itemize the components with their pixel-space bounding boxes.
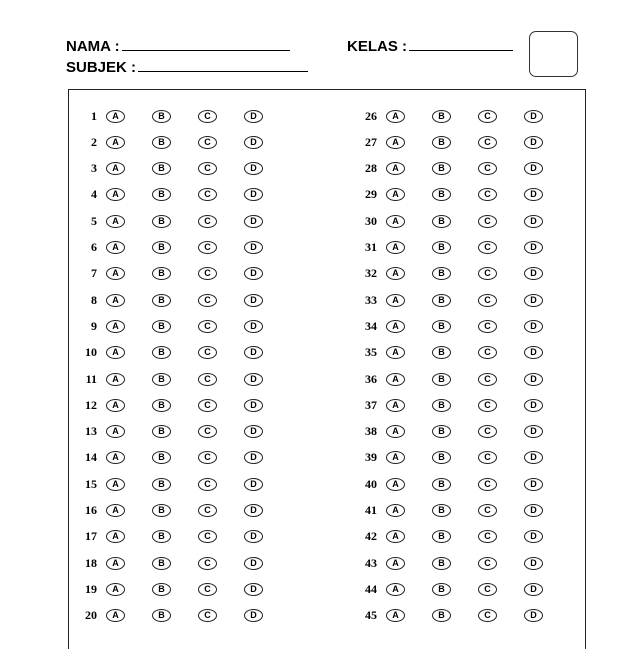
class-blank-line[interactable] <box>409 38 513 51</box>
question-number: 43 <box>365 555 377 570</box>
answer-bubble-b[interactable]: B <box>152 530 171 543</box>
question-number: 20 <box>85 608 97 623</box>
answer-bubble-a[interactable]: A <box>106 530 125 543</box>
answer-bubble-b[interactable]: B <box>152 294 171 307</box>
answer-bubble-d[interactable]: D <box>244 110 263 123</box>
answer-bubble-d[interactable]: D <box>244 320 263 333</box>
answer-bubble-c[interactable]: C <box>198 530 217 543</box>
answer-bubble-a[interactable]: A <box>386 530 405 543</box>
question-number: 8 <box>91 292 97 307</box>
answer-bubble-a[interactable]: A <box>106 136 125 149</box>
question-row <box>353 240 570 256</box>
question-row <box>353 555 570 571</box>
answer-bubble-d[interactable]: D <box>244 583 263 596</box>
subject-blank-line[interactable] <box>138 59 308 72</box>
answer-bubble-a[interactable]: A <box>106 320 125 333</box>
question-row <box>73 134 290 150</box>
answer-bubble-b[interactable]: B <box>432 215 451 228</box>
answer-bubble-d[interactable]: D <box>524 583 543 596</box>
answer-bubble-c[interactable]: C <box>198 557 217 570</box>
question-row <box>353 424 570 440</box>
question-row <box>73 266 290 282</box>
question-number: 33 <box>365 292 377 307</box>
question-row <box>73 161 290 177</box>
answer-bubble-b[interactable]: B <box>152 215 171 228</box>
answer-bubble-a[interactable]: A <box>106 504 125 517</box>
subject-field <box>66 59 308 76</box>
answer-bubble-d[interactable]: D <box>244 451 263 464</box>
question-row <box>73 187 290 203</box>
answer-bubble-c[interactable]: C <box>198 110 217 123</box>
question-row <box>353 503 570 519</box>
answer-bubble-c[interactable]: C <box>478 241 497 254</box>
answer-bubble-b[interactable]: B <box>432 241 451 254</box>
answer-bubble-b[interactable]: B <box>432 478 451 491</box>
answer-bubble-c[interactable]: C <box>478 215 497 228</box>
answer-bubble-a[interactable]: A <box>106 241 125 254</box>
class-field <box>347 38 513 55</box>
answer-bubble-a[interactable]: A <box>106 451 125 464</box>
answer-bubble-c[interactable]: C <box>478 136 497 149</box>
question-row <box>353 450 570 466</box>
answer-bubble-d[interactable]: D <box>524 504 543 517</box>
answer-bubble-d[interactable]: D <box>524 425 543 438</box>
question-row <box>73 345 290 361</box>
answer-bubble-c[interactable]: C <box>198 373 217 386</box>
answer-bubble-b[interactable]: B <box>152 373 171 386</box>
answer-bubble-c[interactable]: C <box>198 188 217 201</box>
name-blank-line[interactable] <box>122 38 290 51</box>
answer-bubble-d[interactable]: D <box>524 110 543 123</box>
answer-bubble-b[interactable]: B <box>152 346 171 359</box>
question-number: 35 <box>365 345 377 360</box>
answer-bubble-d[interactable]: D <box>524 188 543 201</box>
answer-bubble-c[interactable]: C <box>478 583 497 596</box>
answer-bubble-d[interactable]: D <box>524 215 543 228</box>
question-row <box>73 424 290 440</box>
answer-bubble-c[interactable]: C <box>198 425 217 438</box>
answer-bubble-a[interactable]: A <box>386 188 405 201</box>
answer-bubble-b[interactable]: B <box>152 188 171 201</box>
answer-bubble-c[interactable]: C <box>478 557 497 570</box>
answer-bubble-d[interactable]: D <box>244 530 263 543</box>
answer-bubble-b[interactable]: B <box>152 609 171 622</box>
answer-bubble-c[interactable]: C <box>478 425 497 438</box>
answer-bubble-c[interactable]: C <box>478 162 497 175</box>
question-number: 30 <box>365 213 377 228</box>
answer-bubble-d[interactable]: D <box>524 162 543 175</box>
question-row <box>73 292 290 308</box>
answer-bubble-d[interactable]: D <box>524 373 543 386</box>
answer-bubble-a[interactable]: A <box>106 110 125 123</box>
answer-bubble-a[interactable]: A <box>386 504 405 517</box>
answer-bubble-c[interactable]: C <box>478 267 497 280</box>
question-number: 10 <box>85 345 97 360</box>
subject-label: SUBJEK : <box>66 59 137 76</box>
question-number: 32 <box>365 266 377 281</box>
answer-bubble-a[interactable]: A <box>106 478 125 491</box>
question-number: 39 <box>365 450 377 465</box>
answer-bubble-b[interactable]: B <box>152 162 171 175</box>
answer-bubble-d[interactable]: D <box>244 188 263 201</box>
question-number: 26 <box>365 108 377 123</box>
question-row <box>73 397 290 413</box>
answer-bubble-d[interactable]: D <box>524 399 543 412</box>
answer-bubble-c[interactable]: C <box>478 110 497 123</box>
name-field <box>66 38 290 55</box>
question-row <box>353 292 570 308</box>
answer-bubble-c[interactable]: C <box>478 609 497 622</box>
question-number: 29 <box>365 187 377 202</box>
question-row <box>353 318 570 334</box>
question-number: 11 <box>85 371 97 386</box>
answer-bubble-a[interactable]: A <box>106 609 125 622</box>
answer-bubble-c[interactable]: C <box>478 320 497 333</box>
question-row <box>353 345 570 361</box>
answer-bubble-d[interactable]: D <box>244 241 263 254</box>
answer-bubble-d[interactable]: D <box>524 609 543 622</box>
question-number: 18 <box>85 555 97 570</box>
answer-bubble-b[interactable]: B <box>152 136 171 149</box>
answer-bubble-b[interactable]: B <box>432 294 451 307</box>
question-number: 5 <box>91 213 97 228</box>
answer-bubble-c[interactable]: C <box>198 609 217 622</box>
question-row <box>73 318 290 334</box>
question-row <box>353 108 570 124</box>
answer-bubble-d[interactable]: D <box>244 267 263 280</box>
question-row <box>353 371 570 387</box>
answer-bubble-c[interactable]: C <box>478 451 497 464</box>
question-row <box>353 581 570 597</box>
answer-bubble-d[interactable]: D <box>244 136 263 149</box>
answer-bubble-c[interactable]: C <box>198 162 217 175</box>
answer-bubble-d[interactable]: D <box>244 478 263 491</box>
question-number: 42 <box>365 529 377 544</box>
answer-bubble-a[interactable]: A <box>106 583 125 596</box>
answer-bubble-d[interactable]: D <box>524 267 543 280</box>
answer-bubble-c[interactable]: C <box>198 294 217 307</box>
question-number: 2 <box>91 134 97 149</box>
answer-bubble-d[interactable]: D <box>244 373 263 386</box>
answer-bubble-a[interactable]: A <box>386 451 405 464</box>
answer-bubble-a[interactable]: A <box>386 478 405 491</box>
question-number: 12 <box>85 397 97 412</box>
answer-bubble-c[interactable]: C <box>198 399 217 412</box>
answer-bubble-c[interactable]: C <box>478 346 497 359</box>
answer-bubble-a[interactable]: A <box>386 583 405 596</box>
answer-bubble-a[interactable]: A <box>386 136 405 149</box>
answer-bubble-a[interactable]: A <box>106 373 125 386</box>
question-number: 3 <box>91 161 97 176</box>
question-number: 15 <box>85 476 97 491</box>
answer-bubble-d[interactable]: D <box>244 162 263 175</box>
answer-bubble-a[interactable]: A <box>386 162 405 175</box>
answer-bubble-d[interactable]: D <box>244 215 263 228</box>
answer-bubble-b[interactable]: B <box>152 110 171 123</box>
answer-bubble-c[interactable]: C <box>198 267 217 280</box>
question-number: 45 <box>365 608 377 623</box>
answer-bubble-b[interactable]: B <box>152 478 171 491</box>
answer-bubble-b[interactable]: B <box>432 609 451 622</box>
question-number: 41 <box>365 503 377 517</box>
answer-bubble-d[interactable]: D <box>524 451 543 464</box>
answer-bubble-a[interactable]: A <box>386 267 405 280</box>
question-row <box>73 450 290 466</box>
answer-bubble-c[interactable]: C <box>198 320 217 333</box>
question-row <box>353 213 570 229</box>
answer-bubble-a[interactable]: A <box>106 162 125 175</box>
question-number: 7 <box>91 266 97 281</box>
answer-bubble-c[interactable]: C <box>478 294 497 307</box>
answer-bubble-a[interactable]: A <box>386 346 405 359</box>
answer-bubble-d[interactable]: D <box>244 557 263 570</box>
answer-bubble-c[interactable]: C <box>478 530 497 543</box>
answer-bubble-b[interactable]: B <box>432 110 451 123</box>
question-row <box>73 529 290 545</box>
answer-bubble-b[interactable]: B <box>152 320 171 333</box>
question-row <box>353 187 570 203</box>
question-number: 37 <box>365 397 377 412</box>
question-number: 4 <box>91 187 97 202</box>
answer-bubble-c[interactable]: C <box>198 346 217 359</box>
question-row <box>353 266 570 282</box>
answer-bubble-a[interactable]: A <box>386 557 405 570</box>
answer-bubble-b[interactable]: B <box>432 373 451 386</box>
answer-bubble-a[interactable]: A <box>386 241 405 254</box>
answer-bubble-d[interactable]: D <box>244 294 263 307</box>
answer-bubble-c[interactable]: C <box>198 504 217 517</box>
question-row <box>353 529 570 545</box>
answer-bubble-d[interactable]: D <box>244 504 263 517</box>
question-row <box>73 108 290 124</box>
answer-bubble-d[interactable]: D <box>524 530 543 543</box>
answer-bubble-a[interactable]: A <box>386 609 405 622</box>
answer-bubble-a[interactable]: A <box>386 294 405 307</box>
score-box[interactable] <box>529 31 578 77</box>
question-number: 19 <box>85 581 97 596</box>
answer-bubble-c[interactable]: C <box>478 373 497 386</box>
question-number: 17 <box>85 529 97 544</box>
answer-bubble-b[interactable]: B <box>432 451 451 464</box>
answer-bubble-a[interactable]: A <box>386 215 405 228</box>
question-number: 31 <box>365 240 377 254</box>
answer-sheet <box>68 89 586 649</box>
question-number: 14 <box>85 450 97 465</box>
answer-bubble-b[interactable]: B <box>432 162 451 175</box>
answer-bubble-d[interactable]: D <box>244 425 263 438</box>
answer-bubble-b[interactable]: B <box>152 267 171 280</box>
answer-bubble-a[interactable]: A <box>106 346 125 359</box>
answer-bubble-b[interactable]: B <box>152 399 171 412</box>
answer-bubble-d[interactable]: D <box>244 609 263 622</box>
question-number: 36 <box>365 371 377 386</box>
answer-bubble-d[interactable]: D <box>524 320 543 333</box>
question-number: 27 <box>365 134 377 149</box>
answer-bubble-b[interactable]: B <box>432 557 451 570</box>
answer-bubble-c[interactable]: C <box>198 451 217 464</box>
answer-bubble-b[interactable]: B <box>432 267 451 280</box>
question-number: 44 <box>365 581 377 596</box>
class-label: KELAS : <box>347 38 407 55</box>
answer-bubble-c[interactable]: C <box>198 478 217 491</box>
answer-bubble-c[interactable]: C <box>198 136 217 149</box>
answer-bubble-c[interactable]: C <box>478 399 497 412</box>
answer-bubble-a[interactable]: A <box>106 267 125 280</box>
answer-bubble-b[interactable]: B <box>432 504 451 517</box>
question-row <box>73 555 290 571</box>
question-number: 13 <box>85 424 97 439</box>
answer-bubble-a[interactable]: A <box>106 399 125 412</box>
answer-bubble-c[interactable]: C <box>478 188 497 201</box>
answer-bubble-a[interactable]: A <box>106 188 125 201</box>
answer-bubble-d[interactable]: D <box>244 399 263 412</box>
answer-bubble-c[interactable]: C <box>478 504 497 517</box>
question-number: 6 <box>91 240 97 254</box>
answer-bubble-d[interactable]: D <box>524 557 543 570</box>
question-number: 28 <box>365 161 377 176</box>
question-row <box>353 161 570 177</box>
answer-bubble-d[interactable]: D <box>524 136 543 149</box>
answer-bubble-b[interactable]: B <box>432 530 451 543</box>
answer-bubble-b[interactable]: B <box>432 425 451 438</box>
answer-bubble-c[interactable]: C <box>198 215 217 228</box>
name-label: NAMA : <box>66 38 120 55</box>
answer-bubble-d[interactable]: D <box>524 346 543 359</box>
answer-bubble-b[interactable]: B <box>432 583 451 596</box>
answer-bubble-c[interactable]: C <box>198 583 217 596</box>
answer-bubble-a[interactable]: A <box>106 215 125 228</box>
question-number: 40 <box>365 476 377 491</box>
question-number: 1 <box>91 108 97 123</box>
question-number: 34 <box>365 318 377 333</box>
question-row <box>73 476 290 492</box>
answer-bubble-b[interactable]: B <box>432 399 451 412</box>
question-row <box>73 371 290 387</box>
question-row <box>73 581 290 597</box>
question-row <box>353 476 570 492</box>
answer-bubble-d[interactable]: D <box>524 478 543 491</box>
question-row <box>353 608 570 624</box>
answer-bubble-b[interactable]: B <box>432 320 451 333</box>
answer-bubble-b[interactable]: B <box>152 504 171 517</box>
answer-bubble-a[interactable]: A <box>106 294 125 307</box>
answer-bubble-b[interactable]: B <box>152 425 171 438</box>
answer-bubble-d[interactable]: D <box>524 241 543 254</box>
answer-bubble-a[interactable]: A <box>386 399 405 412</box>
answer-bubble-b[interactable]: B <box>152 451 171 464</box>
question-row <box>353 134 570 150</box>
answer-bubble-d[interactable]: D <box>524 294 543 307</box>
answer-bubble-a[interactable]: A <box>386 425 405 438</box>
question-number: 9 <box>91 318 97 333</box>
answer-bubble-b[interactable]: B <box>152 583 171 596</box>
answer-bubble-c[interactable]: C <box>478 478 497 491</box>
answer-bubble-d[interactable]: D <box>244 346 263 359</box>
answer-bubble-b[interactable]: B <box>432 346 451 359</box>
question-row <box>73 213 290 229</box>
answer-bubble-a[interactable]: A <box>386 373 405 386</box>
answer-bubble-b[interactable]: B <box>152 557 171 570</box>
question-row <box>73 503 290 519</box>
answer-bubble-a[interactable]: A <box>386 320 405 333</box>
question-number: 38 <box>365 424 377 439</box>
answer-bubble-a[interactable]: A <box>106 425 125 438</box>
answer-bubble-a[interactable]: A <box>386 110 405 123</box>
answer-bubble-a[interactable]: A <box>106 557 125 570</box>
answer-bubble-c[interactable]: C <box>198 241 217 254</box>
answer-bubble-b[interactable]: B <box>432 136 451 149</box>
question-row <box>353 397 570 413</box>
answer-bubble-b[interactable]: B <box>432 188 451 201</box>
question-number: 16 <box>85 503 97 517</box>
question-row <box>73 608 290 624</box>
question-row <box>73 240 290 256</box>
answer-bubble-b[interactable]: B <box>152 241 171 254</box>
